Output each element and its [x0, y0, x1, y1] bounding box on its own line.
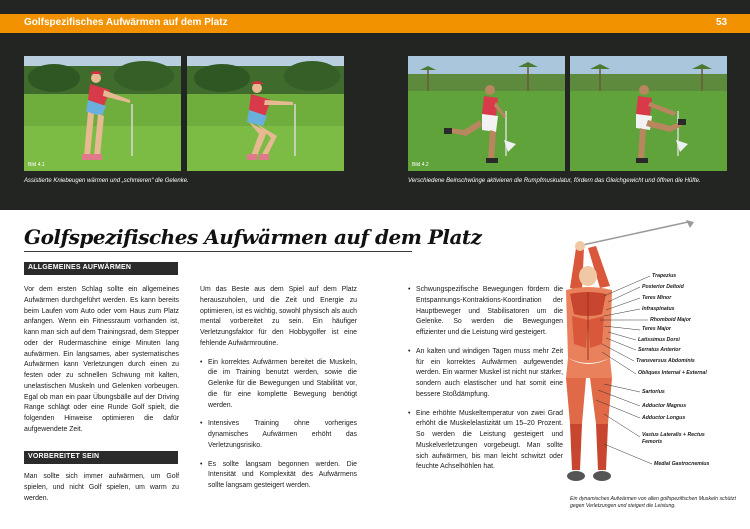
paragraph: Um das Beste aus dem Spiel auf dem Platz herauszuholen, und die Zeit und Energie zu optimieren, ist es wichtig, sowohl physisch als auch mental vorbereitet zu sein. Ein häufiger Verletzungsfaktor für den Hobbygolfer ist eine fehlende Aufwärmroutine.	[200, 286, 357, 347]
section-bar-vorbereitet	[24, 451, 178, 464]
header-title: Golfspezifisches Aufwärmen auf dem Platz	[24, 17, 228, 28]
muscle-label: Vastus Lateralis + Rectus Femoris	[642, 432, 705, 445]
column-1-text-2	[24, 472, 179, 504]
column-3-text	[408, 285, 563, 473]
photo-squat-1	[24, 56, 181, 171]
paragraph: Vor dem ersten Schlag sollte ein allgemeines Aufwärmen durchgeführt werden. Es kann bereits beim Laufen vom Auto oder vom Haus zum Platz anfangen. Wenn ein Fitnessraum vorhanden ist, kann man sich auf dem Trainingsrad, dem Stepper oder der Rudermaschine einige Minuten lang aufwärmen. Ein langsames, aber systematisches Aufwärmen kann Verletzungen durch einen zu festen oder zu schnellen Schwung mit kalten, unelastischen Muskeln und Gelenken vorbeugen. Egal ob man ein paar Übungsbälle auf der Driving Range schlägt oder eine Runde Golf spielt, die folgenden Hinweise optimieren die dafür aufgewendete Zeit.	[24, 286, 179, 433]
main-heading: Golfspezifisches Aufwärmen auf dem Platz	[24, 225, 482, 249]
heading-rule	[24, 251, 412, 252]
muscle-label: Serratus Anterior	[638, 347, 681, 353]
muscle-label: Infraspinatus	[642, 306, 675, 312]
bullet-item: • Es sollte langsam begonnen werden. Die Intensität und Komplexität des Aufwärmens sollte langsam gesteigert werden.	[200, 460, 357, 492]
photo-legswing-2	[570, 56, 727, 171]
page-number: 53	[716, 17, 728, 28]
photo-number: Bild 4.2	[412, 162, 429, 168]
muscle-label: Sartorius	[642, 389, 665, 395]
column-2-text	[200, 285, 357, 492]
muscle-label: Posterior Deltoid	[642, 284, 684, 290]
muscle-label: Teres Major	[642, 326, 671, 332]
muscle-label: Latissimus Dorsi	[638, 337, 680, 343]
column-1-text	[24, 285, 179, 436]
bullet-item: • Schwungspezifische Bewegungen fördern die Entspannungs-Kontraktions-Koordination der Hauptbeweger und Stabilisatoren um die Gelenke. So werden die Bewegungen effizienter und die Leistung wird gesteigert.	[408, 285, 563, 339]
bullet-item: • Eine erhöhte Muskeltemperatur von zwei Grad erhöht die Muskelelastizität um 15–20 Prozent. So werden die Leistung gesteigert und Muskelverletzungen vorgebeugt. Man sollte sich aufwärmen, bis man leicht schwitzt oder feuchte Achselhöhlen hat.	[408, 409, 563, 474]
muscle-label: Adductor Longus	[642, 415, 686, 421]
muscle-label: Trapezius	[652, 273, 677, 279]
photo-legswing-1	[408, 56, 565, 171]
figure-caption: Ein dynamisches Aufwärmen von allen golfspezifischen Muskeln schützt gegen Verletzungen und steigert die Leistung.	[570, 496, 736, 509]
bullet-item: • Intensives Training ohne vorheriges dynamisches Aufwärmen erhöht das Verletzungsrisiko.	[200, 419, 357, 451]
muscle-label: Transversus Abdominis	[636, 358, 695, 364]
photo-caption-right: Verschiedene Beinschwünge aktivieren die Rumpfmuskulatur, fördern das Gleichgewicht und öffnen die Hüfte.	[408, 178, 701, 184]
muscle-label: Obliques Internal + External	[638, 370, 707, 376]
photo-caption-left: Assistierte Kniebeugen wärmen und „schmieren“ die Gelenke.	[24, 178, 189, 184]
paragraph: Man sollte sich immer aufwärmen, um Golf spielen, und nicht Golf spielen, um warm zu werden.	[24, 473, 179, 502]
section-label: VORBEREITET SEIN	[28, 453, 100, 460]
bullet-item: • Ein korrektes Aufwärmen bereitet die Muskeln, die im Training benutzt werden, sowie die Gelenke für die Bewegungen und Stabilität vor, die für eine komplette Bewegung benötigt werden.	[200, 358, 357, 412]
muscle-label: Medial Gastrocnemius	[654, 461, 710, 467]
photo-number: Bild 4.1	[28, 162, 45, 168]
anatomy-figure	[548, 218, 750, 498]
muscle-label: Rhomboid Major	[650, 317, 691, 323]
photo-squat-2	[187, 56, 344, 171]
section-label: ALLGEMEINES AUFWÄRMEN	[28, 264, 132, 271]
bullet-item: • An kalten und windigen Tagen muss mehr Zeit für ein korrektes Aufwärmen aufgewendet werden. Ein warmer Muskel ist nicht nur stärker, sondern auch elastischer und hat somit eine bessere Stoßdämpfung.	[408, 347, 563, 401]
section-bar-allgemeines	[24, 262, 178, 275]
muscle-label: Adductor Magnus	[642, 403, 687, 409]
muscle-label: Teres Minor	[642, 295, 672, 301]
